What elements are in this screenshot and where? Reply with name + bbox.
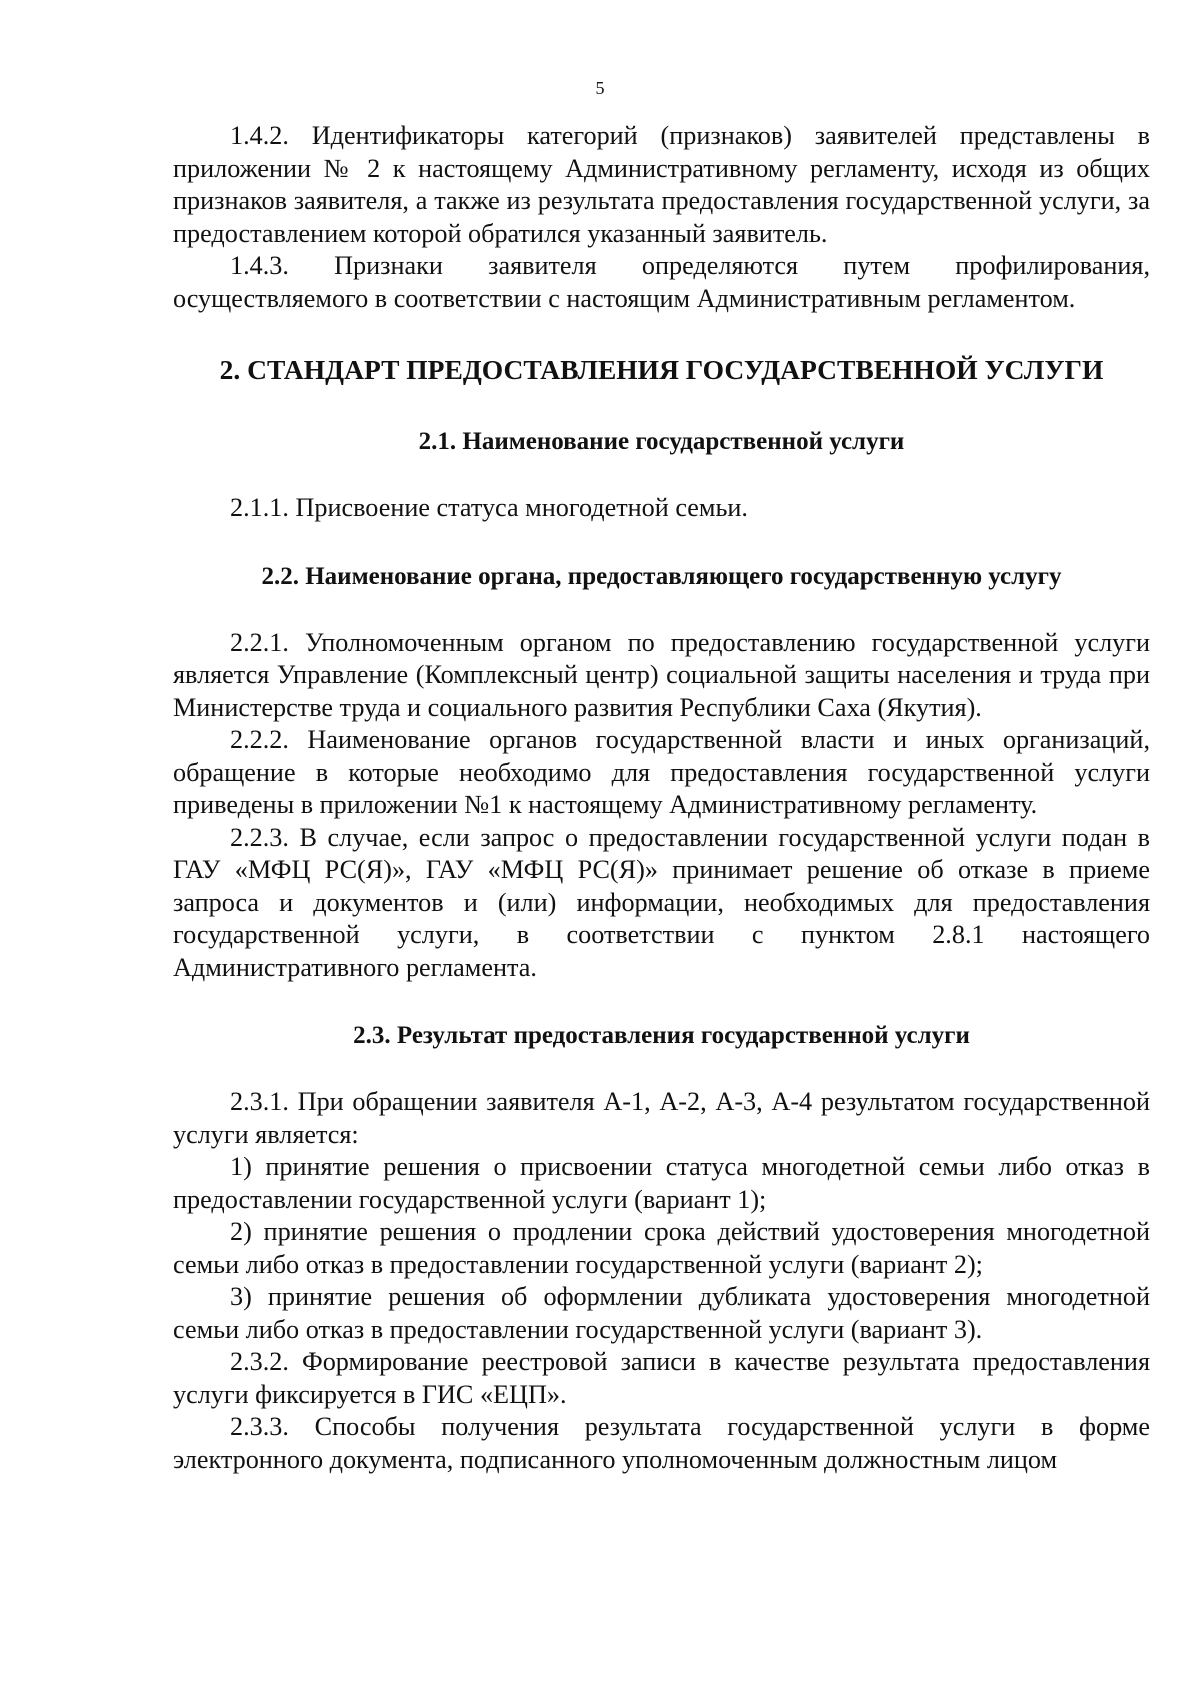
paragraph-1-4-3: 1.4.3. Признаки заявителя определяются путем профилирования, осуществляемого в соответствии с настоящим Административным регламентом.	[173, 251, 1150, 313]
document-body	[173, 120, 1150, 1476]
page-number: 5	[595, 78, 605, 98]
subsection-title-2-1: 2.1. Наименование государственной услуги	[418, 428, 905, 455]
list-item-variant-2: 2) принятие решения о продлении срока действий удостоверения многодетной семьи либо отказ в предоставлении государственной услуги (вариант 2);	[173, 1217, 1150, 1279]
paragraph-2-3-1: 2.3.1. При обращении заявителя А-1, А-2, А-3, А-4 результатом государственной услуги является:	[173, 1087, 1150, 1149]
list-item-variant-3: 3) принятие решения об оформлении дубликата удостоверения многодетной семьи либо отказ в предоставлении государственной услуги (вариант 3).	[173, 1282, 1150, 1344]
paragraph-1-4-2: 1.4.2. Идентификаторы категорий (признаков) заявителей представлены в приложении № 2 к настоящему Административному регламенту, исходя из общих признаков заявителя, а также из результата предоставления государственной услуги, за предоставлением которой обратился указанный заявитель.	[173, 121, 1150, 248]
list-item-variant-1: 1) принятие решения о присвоении статуса многодетной семьи либо отказ в предоставлении государственной услуги (вариант 1);	[173, 1152, 1150, 1214]
paragraph-2-2-2: 2.2.2. Наименование органов государственной власти и иных организаций, обращение в которые необходимо для предоставления государственной услуги приведены в приложении №1 к настоящему Административному регламенту.	[173, 725, 1150, 819]
paragraph-2-2-1: 2.2.1. Уполномоченным органом по предоставлению государственной услуги является Управление (Комплексный центр) социальной защиты населения и труда при Министерстве труда и социального развития Республики Саха (Якутия).	[173, 627, 1150, 722]
paragraph-2-1-1: 2.1.1. Присвоение статуса многодетной семьи.	[230, 493, 748, 522]
paragraph-2-3-2: 2.3.2. Формирование реестровой записи в качестве результата предоставления услуги фиксируется в ГИС «ЕЦП».	[173, 1347, 1150, 1409]
subsection-title-2-2: 2.2. Наименование органа, предоставляющего государственную услугу	[261, 562, 1062, 590]
paragraph-2-2-3: 2.2.3. В случае, если запрос о предоставлении государственной услуги подан в ГАУ «МФЦ РС(Я)», ГАУ «МФЦ РС(Я)» принимает решение об отказе в приеме запроса и документов и (или) информации, необходимых для предоставления государственной услуги, в соответствии с пунктом 2.8.1 настоящего Административного регламента.	[173, 822, 1150, 982]
section-title: 2. СТАНДАРТ ПРЕДОСТАВЛЕНИЯ ГОСУДАРСТВЕННОЙ УСЛУГИ	[219, 354, 1104, 385]
subsection-title-2-3: 2.3. Результат предоставления государственной услуги	[353, 1022, 970, 1049]
paragraph-2-3-3: 2.3.3. Способы получения результата государственной услуги в форме электронного документа, подписанного уполномоченным должностным лицом	[173, 1412, 1150, 1474]
